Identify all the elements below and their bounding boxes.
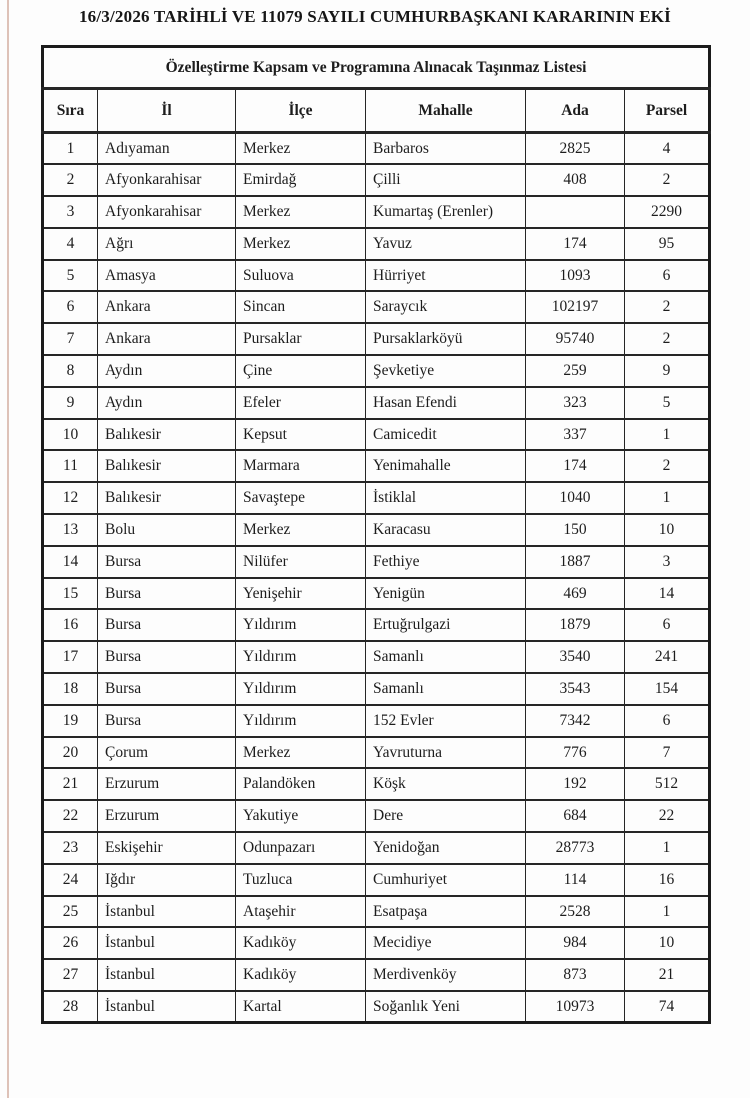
- table-title-row: [43, 47, 710, 89]
- cell-ilce: Suluova: [236, 260, 366, 292]
- cell-mahalle: Dere: [366, 800, 526, 832]
- cell-parsel: 6: [625, 260, 710, 292]
- cell-parsel: 16: [625, 864, 710, 896]
- cell-mahalle: Hasan Efendi: [366, 387, 526, 419]
- cell-il: İstanbul: [98, 896, 236, 928]
- cell-parsel: 74: [625, 991, 710, 1023]
- cell-ilce: Efeler: [236, 387, 366, 419]
- cell-sira: 15: [43, 578, 98, 610]
- cell-sira: 27: [43, 959, 98, 991]
- cell-sira: 10: [43, 419, 98, 451]
- cell-il: İstanbul: [98, 991, 236, 1023]
- cell-parsel: 21: [625, 959, 710, 991]
- cell-il: Aydın: [98, 355, 236, 387]
- cell-parsel: 2: [625, 450, 710, 482]
- cell-ada: [526, 196, 625, 228]
- table-row: [43, 673, 710, 705]
- cell-sira: 14: [43, 546, 98, 578]
- table-body: [43, 133, 710, 1023]
- table-row: [43, 133, 710, 165]
- cell-sira: 3: [43, 196, 98, 228]
- col-header-ilce: İlçe: [236, 89, 366, 133]
- table-row: [43, 896, 710, 928]
- cell-mahalle: Saraycık: [366, 291, 526, 323]
- table-row: [43, 864, 710, 896]
- cell-parsel: 1: [625, 832, 710, 864]
- cell-parsel: 14: [625, 578, 710, 610]
- cell-ilce: Pursaklar: [236, 323, 366, 355]
- cell-mahalle: Kumartaş (Erenler): [366, 196, 526, 228]
- cell-mahalle: Yenidoğan: [366, 832, 526, 864]
- cell-parsel: 241: [625, 641, 710, 673]
- cell-ilce: Odunpazarı: [236, 832, 366, 864]
- cell-il: Bursa: [98, 673, 236, 705]
- cell-ilce: Emirdağ: [236, 164, 366, 196]
- cell-mahalle: Yavuz: [366, 228, 526, 260]
- cell-il: Balıkesir: [98, 482, 236, 514]
- cell-mahalle: Çilli: [366, 164, 526, 196]
- cell-ada: 150: [526, 514, 625, 546]
- table-header-row: [43, 89, 710, 133]
- cell-ilce: Kadıköy: [236, 959, 366, 991]
- cell-ada: 259: [526, 355, 625, 387]
- cell-mahalle: 152 Evler: [366, 705, 526, 737]
- table-row: [43, 800, 710, 832]
- cell-sira: 11: [43, 450, 98, 482]
- cell-ada: 102197: [526, 291, 625, 323]
- col-header-il: İl: [98, 89, 236, 133]
- cell-ada: 337: [526, 419, 625, 451]
- cell-mahalle: Barbaros: [366, 133, 526, 165]
- cell-sira: 7: [43, 323, 98, 355]
- cell-sira: 20: [43, 737, 98, 769]
- table-row: [43, 514, 710, 546]
- cell-mahalle: Köşk: [366, 768, 526, 800]
- cell-ilce: Merkez: [236, 133, 366, 165]
- cell-sira: 8: [43, 355, 98, 387]
- cell-il: Bursa: [98, 609, 236, 641]
- cell-sira: 17: [43, 641, 98, 673]
- cell-ilce: Merkez: [236, 196, 366, 228]
- cell-mahalle: Şevketiye: [366, 355, 526, 387]
- cell-ada: 684: [526, 800, 625, 832]
- table-row: [43, 260, 710, 292]
- cell-ilce: Yıldırım: [236, 641, 366, 673]
- cell-parsel: 6: [625, 609, 710, 641]
- cell-il: İstanbul: [98, 927, 236, 959]
- cell-sira: 28: [43, 991, 98, 1023]
- table-row: [43, 832, 710, 864]
- cell-mahalle: Mecidiye: [366, 927, 526, 959]
- cell-ilce: Yenişehir: [236, 578, 366, 610]
- cell-il: Afyonkarahisar: [98, 196, 236, 228]
- cell-ilce: Ataşehir: [236, 896, 366, 928]
- scan-edge-artifact: [7, 0, 9, 1098]
- cell-sira: 4: [43, 228, 98, 260]
- cell-parsel: 4: [625, 133, 710, 165]
- cell-mahalle: Esatpaşa: [366, 896, 526, 928]
- cell-ilce: Palandöken: [236, 768, 366, 800]
- cell-parsel: 1: [625, 482, 710, 514]
- cell-il: Iğdır: [98, 864, 236, 896]
- cell-parsel: 10: [625, 927, 710, 959]
- cell-il: Afyonkarahisar: [98, 164, 236, 196]
- table-row: [43, 609, 710, 641]
- cell-il: Eskişehir: [98, 832, 236, 864]
- cell-ada: 1093: [526, 260, 625, 292]
- cell-il: Erzurum: [98, 768, 236, 800]
- cell-ilce: Kadıköy: [236, 927, 366, 959]
- cell-il: Ankara: [98, 291, 236, 323]
- document-heading: 16/3/2026 TARİHLİ VE 11079 SAYILI CUMHURBAŞKANI KARARININ EKİ: [78, 7, 672, 26]
- cell-parsel: 512: [625, 768, 710, 800]
- table-row: [43, 959, 710, 991]
- table-row: [43, 323, 710, 355]
- cell-mahalle: Karacasu: [366, 514, 526, 546]
- cell-sira: 9: [43, 387, 98, 419]
- cell-ada: 1887: [526, 546, 625, 578]
- cell-ilce: Marmara: [236, 450, 366, 482]
- cell-parsel: 2: [625, 291, 710, 323]
- table-row: [43, 578, 710, 610]
- table-row: [43, 737, 710, 769]
- cell-ilce: Merkez: [236, 514, 366, 546]
- cell-ada: 408: [526, 164, 625, 196]
- cell-ilce: Yıldırım: [236, 673, 366, 705]
- cell-ilce: Nilüfer: [236, 546, 366, 578]
- cell-ada: 1879: [526, 609, 625, 641]
- cell-ilce: Sincan: [236, 291, 366, 323]
- cell-sira: 21: [43, 768, 98, 800]
- cell-parsel: 6: [625, 705, 710, 737]
- cell-sira: 16: [43, 609, 98, 641]
- table-row: [43, 387, 710, 419]
- cell-ilce: Savaştepe: [236, 482, 366, 514]
- cell-ilce: Yıldırım: [236, 609, 366, 641]
- cell-sira: 22: [43, 800, 98, 832]
- cell-ada: 2528: [526, 896, 625, 928]
- cell-ada: 873: [526, 959, 625, 991]
- cell-ada: 3540: [526, 641, 625, 673]
- cell-sira: 6: [43, 291, 98, 323]
- cell-il: İstanbul: [98, 959, 236, 991]
- cell-il: Balıkesir: [98, 450, 236, 482]
- cell-parsel: 10: [625, 514, 710, 546]
- cell-parsel: 5: [625, 387, 710, 419]
- cell-mahalle: Samanlı: [366, 641, 526, 673]
- cell-mahalle: Yenimahalle: [366, 450, 526, 482]
- cell-parsel: 2: [625, 164, 710, 196]
- cell-parsel: 7: [625, 737, 710, 769]
- cell-il: Erzurum: [98, 800, 236, 832]
- tasinmaz-list-table: [41, 45, 711, 1024]
- cell-mahalle: Camicedit: [366, 419, 526, 451]
- cell-sira: 25: [43, 896, 98, 928]
- cell-mahalle: Hürriyet: [366, 260, 526, 292]
- cell-sira: 24: [43, 864, 98, 896]
- cell-il: Bursa: [98, 546, 236, 578]
- table-row: [43, 546, 710, 578]
- cell-parsel: 1: [625, 419, 710, 451]
- cell-mahalle: Soğanlık Yeni: [366, 991, 526, 1023]
- col-header-parsel: Parsel: [625, 89, 710, 133]
- cell-il: Amasya: [98, 260, 236, 292]
- cell-ada: 28773: [526, 832, 625, 864]
- cell-il: Bolu: [98, 514, 236, 546]
- table-row: [43, 768, 710, 800]
- cell-mahalle: Ertuğrulgazi: [366, 609, 526, 641]
- cell-ilce: Kepsut: [236, 419, 366, 451]
- cell-parsel: 22: [625, 800, 710, 832]
- cell-ada: 10973: [526, 991, 625, 1023]
- cell-ada: 174: [526, 450, 625, 482]
- cell-mahalle: Samanlı: [366, 673, 526, 705]
- cell-parsel: 1: [625, 896, 710, 928]
- cell-ada: 984: [526, 927, 625, 959]
- cell-sira: 1: [43, 133, 98, 165]
- table-row: [43, 482, 710, 514]
- cell-sira: 23: [43, 832, 98, 864]
- table-title: Özelleştirme Kapsam ve Programına Alınacak Taşınmaz Listesi: [43, 47, 710, 89]
- cell-il: Bursa: [98, 705, 236, 737]
- cell-parsel: 2: [625, 323, 710, 355]
- cell-ada: 2825: [526, 133, 625, 165]
- cell-ada: 323: [526, 387, 625, 419]
- cell-ada: 192: [526, 768, 625, 800]
- cell-il: Adıyaman: [98, 133, 236, 165]
- cell-sira: 2: [43, 164, 98, 196]
- cell-il: Balıkesir: [98, 419, 236, 451]
- cell-ada: 114: [526, 864, 625, 896]
- table-row: [43, 927, 710, 959]
- cell-ada: 776: [526, 737, 625, 769]
- cell-ilce: Tuzluca: [236, 864, 366, 896]
- table-row: [43, 419, 710, 451]
- cell-mahalle: Merdivenköy: [366, 959, 526, 991]
- cell-mahalle: Pursaklarköyü: [366, 323, 526, 355]
- table-row: [43, 705, 710, 737]
- cell-mahalle: Yavruturna: [366, 737, 526, 769]
- cell-parsel: 3: [625, 546, 710, 578]
- cell-ada: 7342: [526, 705, 625, 737]
- cell-il: Bursa: [98, 578, 236, 610]
- cell-ilce: Merkez: [236, 737, 366, 769]
- cell-il: Aydın: [98, 387, 236, 419]
- cell-ada: 3543: [526, 673, 625, 705]
- cell-ada: 1040: [526, 482, 625, 514]
- table-row: [43, 450, 710, 482]
- cell-ilce: Yıldırım: [236, 705, 366, 737]
- cell-sira: 13: [43, 514, 98, 546]
- table-row: [43, 196, 710, 228]
- cell-parsel: 2290: [625, 196, 710, 228]
- col-header-ada: Ada: [526, 89, 625, 133]
- cell-sira: 5: [43, 260, 98, 292]
- cell-mahalle: İstiklal: [366, 482, 526, 514]
- table-row: [43, 291, 710, 323]
- cell-sira: 18: [43, 673, 98, 705]
- cell-ada: 95740: [526, 323, 625, 355]
- cell-il: Ağrı: [98, 228, 236, 260]
- cell-ilce: Çine: [236, 355, 366, 387]
- table-row: [43, 355, 710, 387]
- table-row: [43, 641, 710, 673]
- cell-ada: 174: [526, 228, 625, 260]
- cell-il: Çorum: [98, 737, 236, 769]
- cell-parsel: 154: [625, 673, 710, 705]
- cell-parsel: 9: [625, 355, 710, 387]
- cell-mahalle: Cumhuriyet: [366, 864, 526, 896]
- cell-ilce: Yakutiye: [236, 800, 366, 832]
- cell-il: Ankara: [98, 323, 236, 355]
- cell-mahalle: Yenigün: [366, 578, 526, 610]
- cell-ilce: Merkez: [236, 228, 366, 260]
- cell-il: Bursa: [98, 641, 236, 673]
- col-header-sira: Sıra: [43, 89, 98, 133]
- table-row: [43, 228, 710, 260]
- cell-ilce: Kartal: [236, 991, 366, 1023]
- cell-sira: 12: [43, 482, 98, 514]
- table-row: [43, 164, 710, 196]
- cell-sira: 26: [43, 927, 98, 959]
- table-row: [43, 991, 710, 1023]
- col-header-mahalle: Mahalle: [366, 89, 526, 133]
- cell-parsel: 95: [625, 228, 710, 260]
- cell-mahalle: Fethiye: [366, 546, 526, 578]
- cell-sira: 19: [43, 705, 98, 737]
- cell-ada: 469: [526, 578, 625, 610]
